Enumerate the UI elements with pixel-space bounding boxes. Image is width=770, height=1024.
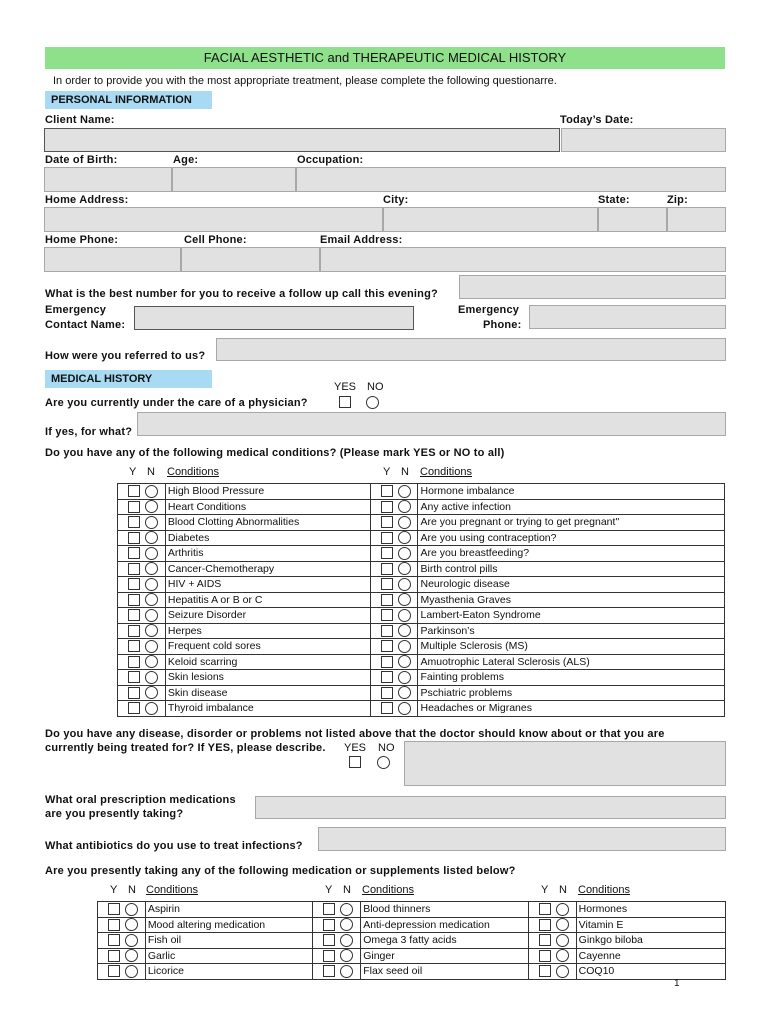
condition-right-12-label: Fainting problems bbox=[418, 670, 725, 686]
condition-right-11-yn bbox=[370, 654, 418, 670]
oral-medications-question-line1: What oral prescription medications bbox=[45, 794, 236, 806]
med-2-1-label: Anti-depression medication bbox=[361, 917, 529, 933]
condition-right-13-label: Pschiatric problems bbox=[418, 685, 725, 701]
condition-left-6-yes-checkbox[interactable] bbox=[128, 578, 140, 590]
todays-date-field[interactable] bbox=[561, 128, 726, 152]
home-phone-field[interactable] bbox=[44, 247, 181, 272]
med-3-0-no-radio[interactable] bbox=[556, 903, 569, 916]
condition-left-1-yn bbox=[118, 499, 166, 515]
table-row bbox=[98, 917, 726, 933]
meds-n-header-1: N bbox=[128, 884, 136, 896]
condition-right-0-yn bbox=[370, 484, 418, 500]
condition-right-8-no-radio[interactable] bbox=[398, 609, 411, 622]
condition-left-5-yes-checkbox[interactable] bbox=[128, 563, 140, 575]
med-1-1-no-radio[interactable] bbox=[125, 918, 138, 931]
condition-left-2-no-radio[interactable] bbox=[145, 516, 158, 529]
med-1-1-yn bbox=[98, 917, 146, 933]
med-3-2-yn bbox=[528, 933, 576, 949]
med-3-3-yn bbox=[528, 948, 576, 964]
condition-left-0-label: High Blood Pressure bbox=[165, 484, 370, 500]
condition-left-1-no-radio[interactable] bbox=[145, 500, 158, 513]
med-1-0-label: Aspirin bbox=[145, 902, 313, 918]
age-label: Age: bbox=[173, 154, 199, 166]
med-2-3-label: Ginger bbox=[361, 948, 529, 964]
condition-left-11-yes-checkbox[interactable] bbox=[128, 656, 140, 668]
occupation-label: Occupation: bbox=[297, 154, 364, 166]
emergency-contact-name-field[interactable] bbox=[134, 306, 414, 330]
condition-right-14-label: Headaches or Migranes bbox=[418, 701, 725, 717]
med-2-2-label: Omega 3 fatty acids bbox=[361, 933, 529, 949]
condition-right-6-yn bbox=[370, 577, 418, 593]
med-3-2-label: Ginkgo biloba bbox=[576, 933, 725, 949]
med-1-2-no-radio[interactable] bbox=[125, 934, 138, 947]
med-1-0-yes-checkbox[interactable] bbox=[108, 903, 120, 915]
condition-left-8-yn bbox=[118, 608, 166, 624]
oral-medications-question-line2: are you presently taking? bbox=[45, 808, 184, 820]
home-address-field[interactable] bbox=[44, 207, 383, 232]
med-2-2-yn bbox=[313, 933, 361, 949]
condition-left-9-no-radio[interactable] bbox=[145, 624, 158, 637]
condition-right-8-yes-checkbox[interactable] bbox=[381, 609, 393, 621]
section-personal-information: PERSONAL INFORMATION bbox=[45, 91, 212, 109]
condition-left-6-label: HIV + AIDS bbox=[165, 577, 370, 593]
table-row bbox=[118, 515, 725, 531]
condition-left-13-no-radio[interactable] bbox=[145, 686, 158, 699]
condition-left-9-yn bbox=[118, 623, 166, 639]
condition-left-10-no-radio[interactable] bbox=[145, 640, 158, 653]
med-1-3-no-radio[interactable] bbox=[125, 949, 138, 962]
conditions-question: Do you have any of the following medical conditions? (Please mark YES or NO to all) bbox=[45, 447, 505, 459]
condition-left-3-yn bbox=[118, 530, 166, 546]
section-medical-history: MEDICAL HISTORY bbox=[45, 370, 212, 388]
condition-right-10-label: Multiple Sclerosis (MS) bbox=[418, 639, 725, 655]
y-header-right: Y bbox=[383, 466, 391, 478]
referral-label: How were you referred to us? bbox=[45, 350, 206, 362]
condition-left-13-yn bbox=[118, 685, 166, 701]
med-2-0-yes-checkbox[interactable] bbox=[323, 903, 335, 915]
yes-header: YES bbox=[334, 381, 357, 393]
meds-n-header-3: N bbox=[559, 884, 567, 896]
condition-right-3-no-radio[interactable] bbox=[398, 531, 411, 544]
condition-left-6-no-radio[interactable] bbox=[145, 578, 158, 591]
if-yes-label: If yes, for what? bbox=[45, 426, 133, 438]
condition-left-6-yn bbox=[118, 577, 166, 593]
med-3-0-yn bbox=[528, 902, 576, 918]
condition-left-13-label: Skin disease bbox=[165, 685, 370, 701]
other-disease-no-radio[interactable] bbox=[377, 756, 390, 769]
med-3-1-label: Vitamin E bbox=[576, 917, 725, 933]
condition-right-14-yes-checkbox[interactable] bbox=[381, 702, 393, 714]
med-3-0-yes-checkbox[interactable] bbox=[539, 903, 551, 915]
condition-right-7-yn bbox=[370, 592, 418, 608]
supplements-question: Are you presently taking any of the following medication or supplements listed below? bbox=[45, 865, 516, 877]
zip-field[interactable] bbox=[667, 207, 726, 232]
table-row bbox=[118, 530, 725, 546]
condition-left-3-no-radio[interactable] bbox=[145, 531, 158, 544]
client-name-label: Client Name: bbox=[45, 114, 115, 126]
med-2-3-yes-checkbox[interactable] bbox=[323, 950, 335, 962]
condition-left-5-label: Cancer-Chemotherapy bbox=[165, 561, 370, 577]
condition-right-6-yes-checkbox[interactable] bbox=[381, 578, 393, 590]
condition-right-10-yes-checkbox[interactable] bbox=[381, 640, 393, 652]
condition-left-4-label: Arthritis bbox=[165, 546, 370, 562]
condition-left-2-yes-checkbox[interactable] bbox=[128, 516, 140, 528]
page-number: 1 bbox=[674, 978, 680, 989]
condition-right-9-yes-checkbox[interactable] bbox=[381, 625, 393, 637]
condition-right-14-yn bbox=[370, 701, 418, 717]
cell-phone-label: Cell Phone: bbox=[184, 234, 247, 246]
med-3-2-yes-checkbox[interactable] bbox=[539, 934, 551, 946]
condition-right-13-no-radio[interactable] bbox=[398, 686, 411, 699]
email-label: Email Address: bbox=[320, 234, 403, 246]
other-disease-yes-checkbox[interactable] bbox=[349, 756, 361, 768]
med-3-2-no-radio[interactable] bbox=[556, 934, 569, 947]
referral-field[interactable] bbox=[216, 338, 726, 361]
med-1-3-yn bbox=[98, 948, 146, 964]
condition-right-8-label: Lambert-Eaton Syndrome bbox=[418, 608, 725, 624]
med-2-3-no-radio[interactable] bbox=[340, 949, 353, 962]
condition-right-7-yes-checkbox[interactable] bbox=[381, 594, 393, 606]
med-2-1-no-radio[interactable] bbox=[340, 918, 353, 931]
med-1-4-label: Licorice bbox=[145, 964, 313, 980]
condition-left-12-no-radio[interactable] bbox=[145, 671, 158, 684]
home-phone-label: Home Phone: bbox=[45, 234, 119, 246]
meds-conditions-header-1: Conditions bbox=[146, 884, 198, 896]
emergency-phone-field[interactable] bbox=[529, 305, 726, 329]
no-header: NO bbox=[367, 381, 384, 393]
client-name-field[interactable] bbox=[44, 128, 560, 152]
condition-right-9-label: Parkinson’s bbox=[418, 623, 725, 639]
state-field[interactable] bbox=[598, 207, 667, 232]
condition-right-3-yes-checkbox[interactable] bbox=[381, 532, 393, 544]
med-1-2-yn bbox=[98, 933, 146, 949]
med-1-1-yes-checkbox[interactable] bbox=[108, 919, 120, 931]
condition-right-1-yn bbox=[370, 499, 418, 515]
table-row bbox=[118, 639, 725, 655]
condition-left-9-label: Herpes bbox=[165, 623, 370, 639]
condition-left-8-no-radio[interactable] bbox=[145, 609, 158, 622]
city-label: City: bbox=[383, 194, 409, 206]
condition-left-4-yes-checkbox[interactable] bbox=[128, 547, 140, 559]
table-row bbox=[118, 670, 725, 686]
state-label: State: bbox=[598, 194, 630, 206]
physician-no-radio[interactable] bbox=[366, 396, 379, 409]
med-3-1-yn bbox=[528, 917, 576, 933]
condition-left-14-label: Thyroid imbalance bbox=[165, 701, 370, 717]
physician-yes-checkbox[interactable] bbox=[339, 396, 351, 408]
condition-right-11-yes-checkbox[interactable] bbox=[381, 656, 393, 668]
condition-left-3-label: Diabetes bbox=[165, 530, 370, 546]
condition-right-0-no-radio[interactable] bbox=[398, 485, 411, 498]
med-2-0-label: Blood thinners bbox=[361, 902, 529, 918]
other-disease-question-line2: currently being treated for? If YES, please describe. bbox=[45, 742, 326, 754]
med-3-3-yes-checkbox[interactable] bbox=[539, 950, 551, 962]
med-2-1-yn bbox=[313, 917, 361, 933]
cell-phone-field[interactable] bbox=[181, 247, 320, 272]
condition-right-7-label: Myasthenia Graves bbox=[418, 592, 725, 608]
condition-left-0-yn bbox=[118, 484, 166, 500]
dob-label: Date of Birth: bbox=[45, 154, 118, 166]
condition-right-2-yn bbox=[370, 515, 418, 531]
email-field[interactable] bbox=[320, 247, 726, 272]
condition-left-11-no-radio[interactable] bbox=[145, 655, 158, 668]
condition-right-6-label: Neurologic disease bbox=[418, 577, 725, 593]
condition-right-3-label: Are you using contraception? bbox=[418, 530, 725, 546]
med-1-4-yn bbox=[98, 964, 146, 980]
table-row bbox=[98, 964, 726, 980]
condition-right-9-no-radio[interactable] bbox=[398, 624, 411, 637]
condition-right-12-no-radio[interactable] bbox=[398, 671, 411, 684]
condition-right-10-yn bbox=[370, 639, 418, 655]
antibiotics-question: What antibiotics do you use to treat infections? bbox=[45, 840, 303, 852]
best-number-field[interactable] bbox=[459, 275, 726, 299]
city-field[interactable] bbox=[383, 207, 598, 232]
form-title: FACIAL AESTHETIC and THERAPEUTIC MEDICAL HISTORY bbox=[45, 47, 725, 69]
condition-left-10-label: Frequent cold sores bbox=[165, 639, 370, 655]
med-3-4-label: COQ10 bbox=[576, 964, 725, 980]
dob-field[interactable] bbox=[44, 167, 172, 192]
conditions-header-right: Conditions bbox=[420, 466, 472, 478]
med-1-4-no-radio[interactable] bbox=[125, 965, 138, 978]
y-header-left: Y bbox=[129, 466, 137, 478]
oral-medications-field[interactable] bbox=[255, 796, 726, 819]
emergency-phone-label-line1: Emergency bbox=[458, 304, 520, 316]
condition-left-1-yes-checkbox[interactable] bbox=[128, 501, 140, 513]
condition-left-14-yes-checkbox[interactable] bbox=[128, 702, 140, 714]
table-row bbox=[118, 499, 725, 515]
condition-left-0-yes-checkbox[interactable] bbox=[128, 485, 140, 497]
condition-right-5-yn bbox=[370, 561, 418, 577]
condition-right-2-label: Are you pregnant or trying to get pregnant" bbox=[418, 515, 725, 531]
table-row bbox=[98, 902, 726, 918]
table-row bbox=[118, 685, 725, 701]
med-1-0-yn bbox=[98, 902, 146, 918]
med-1-4-yes-checkbox[interactable] bbox=[108, 965, 120, 977]
condition-right-6-no-radio[interactable] bbox=[398, 578, 411, 591]
condition-left-13-yes-checkbox[interactable] bbox=[128, 687, 140, 699]
antibiotics-field[interactable] bbox=[318, 827, 726, 851]
condition-right-4-yn bbox=[370, 546, 418, 562]
med-2-3-yn bbox=[313, 948, 361, 964]
med-1-2-yes-checkbox[interactable] bbox=[108, 934, 120, 946]
condition-right-5-yes-checkbox[interactable] bbox=[381, 563, 393, 575]
condition-left-5-yn bbox=[118, 561, 166, 577]
intro-text: In order to provide you with the most appropriate treatment, please complete the following questionarre. bbox=[53, 75, 557, 87]
condition-right-1-label: Any active infection bbox=[418, 499, 725, 515]
physician-question: Are you currently under the care of a physician? bbox=[45, 397, 308, 409]
table-row bbox=[118, 484, 725, 500]
condition-right-4-no-radio[interactable] bbox=[398, 547, 411, 560]
med-2-4-no-radio[interactable] bbox=[340, 965, 353, 978]
home-address-label: Home Address: bbox=[45, 194, 129, 206]
n-header-left: N bbox=[147, 466, 155, 478]
best-number-label: What is the best number for you to receive a follow up call this evening? bbox=[45, 288, 438, 300]
med-1-1-label: Mood altering medication bbox=[145, 917, 313, 933]
condition-right-13-yn bbox=[370, 685, 418, 701]
table-row bbox=[118, 577, 725, 593]
condition-right-14-no-radio[interactable] bbox=[398, 702, 411, 715]
condition-right-11-label: Amuotrophic Lateral Sclerosis (ALS) bbox=[418, 654, 725, 670]
med-3-0-label: Hormones bbox=[576, 902, 725, 918]
condition-left-0-no-radio[interactable] bbox=[145, 485, 158, 498]
condition-left-2-yn bbox=[118, 515, 166, 531]
med-2-0-no-radio[interactable] bbox=[340, 903, 353, 916]
table-row bbox=[118, 623, 725, 639]
med-3-1-no-radio[interactable] bbox=[556, 918, 569, 931]
meds-y-header-2: Y bbox=[325, 884, 333, 896]
med-2-1-yes-checkbox[interactable] bbox=[323, 919, 335, 931]
condition-left-7-no-radio[interactable] bbox=[145, 593, 158, 606]
condition-left-14-no-radio[interactable] bbox=[145, 702, 158, 715]
condition-right-2-no-radio[interactable] bbox=[398, 516, 411, 529]
med-1-3-yes-checkbox[interactable] bbox=[108, 950, 120, 962]
condition-right-5-no-radio[interactable] bbox=[398, 562, 411, 575]
condition-right-0-label: Hormone imbalance bbox=[418, 484, 725, 500]
emergency-phone-label-line2: Phone: bbox=[483, 319, 522, 331]
condition-left-12-yn bbox=[118, 670, 166, 686]
table-row bbox=[118, 546, 725, 562]
table-row bbox=[118, 654, 725, 670]
condition-left-8-label: Seizure Disorder bbox=[165, 608, 370, 624]
condition-left-12-label: Skin lesions bbox=[165, 670, 370, 686]
condition-left-4-no-radio[interactable] bbox=[145, 547, 158, 560]
condition-left-7-yes-checkbox[interactable] bbox=[128, 594, 140, 606]
med-3-4-no-radio[interactable] bbox=[556, 965, 569, 978]
medications-table bbox=[97, 901, 726, 980]
condition-right-5-label: Birth control pills bbox=[418, 561, 725, 577]
table-row bbox=[98, 948, 726, 964]
other-yes-header: YES bbox=[344, 742, 367, 754]
condition-left-4-yn bbox=[118, 546, 166, 562]
condition-right-3-yn bbox=[370, 530, 418, 546]
condition-right-4-yes-checkbox[interactable] bbox=[381, 547, 393, 559]
condition-right-11-no-radio[interactable] bbox=[398, 655, 411, 668]
condition-right-9-yn bbox=[370, 623, 418, 639]
meds-conditions-header-2: Conditions bbox=[362, 884, 414, 896]
condition-right-12-yn bbox=[370, 670, 418, 686]
med-2-2-yes-checkbox[interactable] bbox=[323, 934, 335, 946]
condition-right-1-yes-checkbox[interactable] bbox=[381, 501, 393, 513]
med-1-2-label: Fish oil bbox=[145, 933, 313, 949]
meds-y-header-3: Y bbox=[541, 884, 549, 896]
condition-right-4-label: Are you breastfeeding? bbox=[418, 546, 725, 562]
condition-right-1-no-radio[interactable] bbox=[398, 500, 411, 513]
condition-right-12-yes-checkbox[interactable] bbox=[381, 671, 393, 683]
condition-right-7-no-radio[interactable] bbox=[398, 593, 411, 606]
med-3-1-yes-checkbox[interactable] bbox=[539, 919, 551, 931]
table-row bbox=[98, 933, 726, 949]
med-2-0-yn bbox=[313, 902, 361, 918]
condition-left-11-label: Keloid scarring bbox=[165, 654, 370, 670]
med-3-3-no-radio[interactable] bbox=[556, 949, 569, 962]
table-row bbox=[118, 701, 725, 717]
condition-left-10-yes-checkbox[interactable] bbox=[128, 640, 140, 652]
zip-label: Zip: bbox=[667, 194, 688, 206]
med-3-4-yes-checkbox[interactable] bbox=[539, 965, 551, 977]
table-row bbox=[118, 561, 725, 577]
occupation-field[interactable] bbox=[296, 167, 726, 192]
emergency-contact-label-line1: Emergency bbox=[45, 304, 107, 316]
condition-right-2-yes-checkbox[interactable] bbox=[381, 516, 393, 528]
condition-left-9-yes-checkbox[interactable] bbox=[128, 625, 140, 637]
condition-left-10-yn bbox=[118, 639, 166, 655]
condition-left-8-yes-checkbox[interactable] bbox=[128, 609, 140, 621]
condition-left-2-label: Blood Clotting Abnormalities bbox=[165, 515, 370, 531]
meds-n-header-2: N bbox=[343, 884, 351, 896]
med-2-4-yes-checkbox[interactable] bbox=[323, 965, 335, 977]
meds-y-header-1: Y bbox=[110, 884, 118, 896]
med-2-2-no-radio[interactable] bbox=[340, 934, 353, 947]
condition-left-11-yn bbox=[118, 654, 166, 670]
meds-conditions-header-3: Conditions bbox=[578, 884, 630, 896]
condition-right-10-no-radio[interactable] bbox=[398, 640, 411, 653]
med-2-4-yn bbox=[313, 964, 361, 980]
conditions-header-left: Conditions bbox=[167, 466, 219, 478]
other-no-header: NO bbox=[378, 742, 395, 754]
condition-right-0-yes-checkbox[interactable] bbox=[381, 485, 393, 497]
condition-left-1-label: Heart Conditions bbox=[165, 499, 370, 515]
condition-right-8-yn bbox=[370, 608, 418, 624]
condition-left-12-yes-checkbox[interactable] bbox=[128, 671, 140, 683]
condition-left-7-label: Hepatitis A or B or C bbox=[165, 592, 370, 608]
condition-left-3-yes-checkbox[interactable] bbox=[128, 532, 140, 544]
physician-reason-field[interactable] bbox=[137, 412, 726, 436]
emergency-contact-label-line2: Contact Name: bbox=[45, 319, 126, 331]
n-header-right: N bbox=[401, 466, 409, 478]
table-row bbox=[118, 592, 725, 608]
condition-left-14-yn bbox=[118, 701, 166, 717]
other-disease-question-line1: Do you have any disease, disorder or problems not listed above that the doctor should know about or that you are bbox=[45, 728, 665, 740]
table-row bbox=[118, 608, 725, 624]
med-3-3-label: Cayenne bbox=[576, 948, 725, 964]
med-2-4-label: Flax seed oil bbox=[361, 964, 529, 980]
age-field[interactable] bbox=[172, 167, 296, 192]
other-disease-description-field[interactable] bbox=[404, 741, 726, 786]
condition-left-5-no-radio[interactable] bbox=[145, 562, 158, 575]
med-3-4-yn bbox=[528, 964, 576, 980]
todays-date-label: Today’s Date: bbox=[560, 114, 634, 126]
conditions-table bbox=[117, 483, 725, 717]
condition-right-13-yes-checkbox[interactable] bbox=[381, 687, 393, 699]
med-1-3-label: Garlic bbox=[145, 948, 313, 964]
med-1-0-no-radio[interactable] bbox=[125, 903, 138, 916]
condition-left-7-yn bbox=[118, 592, 166, 608]
